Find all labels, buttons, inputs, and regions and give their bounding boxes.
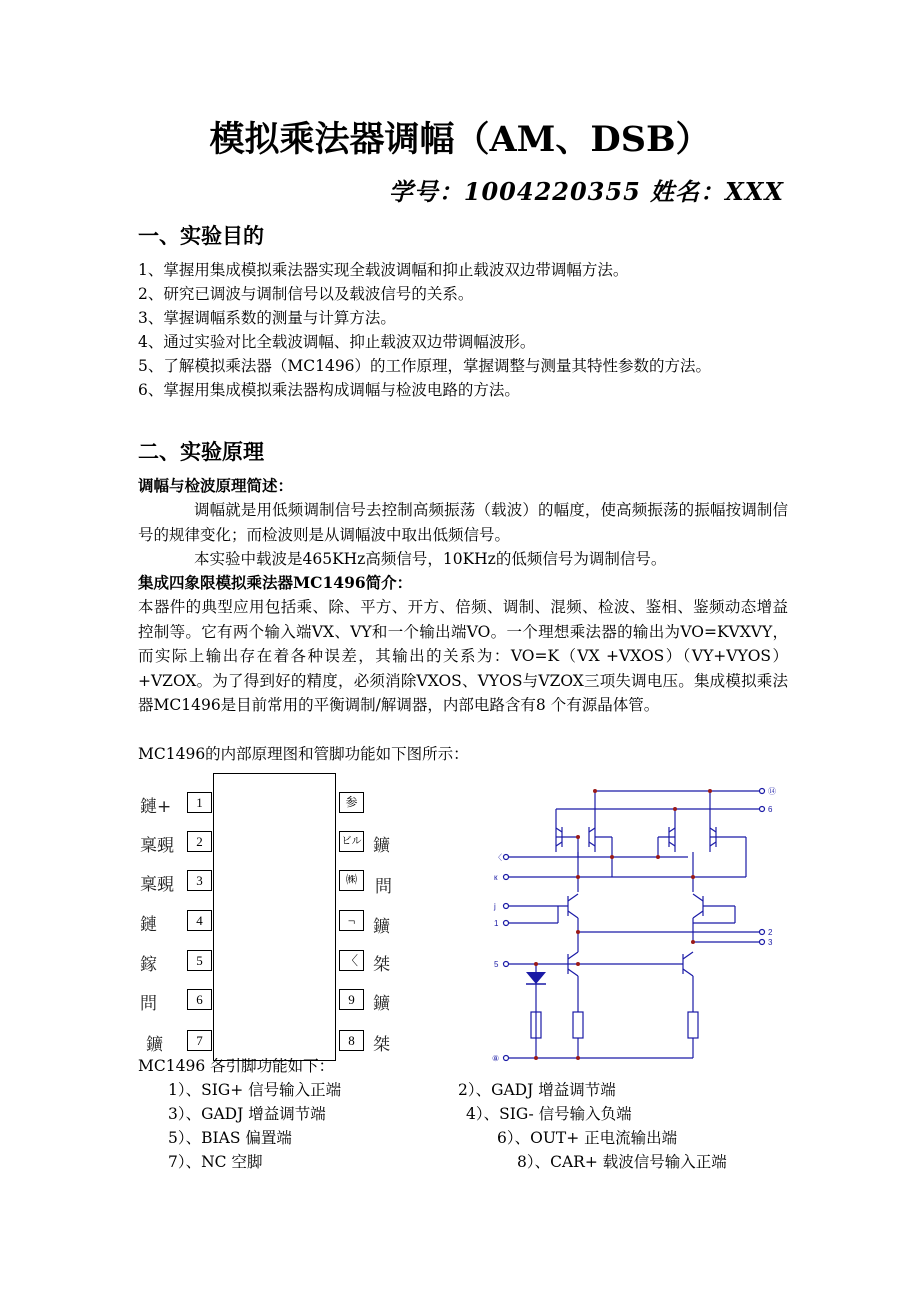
pin-function-item: 2）、GADJ 增益调节端 xyxy=(458,1081,616,1099)
pin-label-right: 鑛 xyxy=(373,917,390,937)
objective-item: 4、通过实验对比全载波调幅、抑止载波双边带调幅波形。 xyxy=(138,333,536,351)
objective-item: 6、掌握用集成模拟乘法器构成调幅与检波电路的方法。 xyxy=(138,381,520,399)
pin-label-right: 鑛 xyxy=(373,994,390,1014)
schematic-label: к xyxy=(494,873,498,882)
ic-package-body xyxy=(213,773,336,1061)
objective-item: 1、掌握用集成模拟乘法器实现全载波调幅和抑止载波双边带调幅方法。 xyxy=(138,261,629,279)
pin-label-left: 鎵 xyxy=(140,955,157,975)
pin-box: 〈 xyxy=(339,950,364,971)
pin-label-left: 鑛 xyxy=(146,1035,163,1055)
pin-box: 6 xyxy=(187,989,212,1010)
schematic-label: ⑭ xyxy=(768,787,776,796)
subheading-am-detection: 调幅与检波原理简述： xyxy=(138,476,294,495)
pin-label-left: 問 xyxy=(140,994,157,1014)
schematic-label: j xyxy=(494,902,496,911)
pin-label-left: 鏈 xyxy=(140,915,157,935)
paragraph-figure-ref: MC1496的内部原理图和管脚功能如下图所示： xyxy=(138,745,469,763)
pin-box: 4 xyxy=(187,910,212,931)
pin-box: 5 xyxy=(187,950,212,971)
schematic-label: 1 xyxy=(494,919,499,928)
student-info: 学号：1004220355 姓名：XXX xyxy=(388,177,784,206)
schematic-label: 〈 xyxy=(494,853,502,862)
pin-function-item: 1）、SIG+ 信号输入正端 xyxy=(168,1081,342,1099)
objective-item: 3、掌握调幅系数的测量与计算方法。 xyxy=(138,309,396,327)
pin-function-item: 6）、OUT+ 正电流输出端 xyxy=(497,1129,678,1147)
paragraph-carrier: 本实验中载波是465KHz高频信号，10KHz的低频信号为调制信号。 xyxy=(194,550,667,568)
pin-box: ㈱ xyxy=(339,870,364,891)
pin-box: 7 xyxy=(187,1030,212,1051)
paragraph-mc1496-intro: 本器件的典型应用包括乘、除、平方、开方、倍频、调制、混频、检波、鉴相、鉴频动态增益控制等。它有两个输入端VX、VY和一个输出端VO。一个理想乘法器的输出为VO=KVXVY，而实际上输出存在着各种误差，其输出的关系为：VO=K（VX +VXOS）（VY+VYOS）+VZOX。为了得到好的精度，必须消除VXOS、VYOS与VZOX三项失调电压。集成模拟乘法器MC1496是目前常用的平衡调制/解调器，内部电路含有8 个有源晶体管。 xyxy=(138,598,788,714)
pin-label-right: 問 xyxy=(375,877,392,897)
pin-function-item: 5）、BIAS 偏置端 xyxy=(168,1129,292,1147)
pin-box: 8 xyxy=(339,1030,364,1051)
section2-heading: 二、实验原理 xyxy=(138,440,264,464)
paragraph-am-principle: 调幅就是用低频调制信号去控制高频振荡（载波）的幅度，使高频振荡的振幅按调制信号的规律变化；而检波则是从调幅波中取出低频信号。 xyxy=(138,501,788,544)
schematic-label: 6 xyxy=(768,805,773,814)
pin-label-right: 鑛 xyxy=(373,836,390,856)
pin-box: 3 xyxy=(187,870,212,891)
pin-function-item: 3）、GADJ 增益调节端 xyxy=(168,1105,326,1123)
schematic-label: 5 xyxy=(494,960,499,969)
schematic-label: 2 xyxy=(768,928,773,937)
pin-label-left: 鏈+ xyxy=(140,797,172,817)
pin-box: 2 xyxy=(187,831,212,852)
schematic-label: ⑧ xyxy=(492,1054,500,1063)
pin-box: 9 xyxy=(339,989,364,1010)
pin-box: ¬ xyxy=(339,910,364,931)
objective-item: 5、了解模拟乘法器（MC1496）的工作原理，掌握调整与测量其特性参数的方法。 xyxy=(138,357,712,375)
pin-box: 参 xyxy=(339,792,364,813)
pin-label-right: 桀 xyxy=(373,1035,390,1055)
pin-function-item: 8）、CAR+ 载波信号输入正端 xyxy=(517,1153,727,1171)
schematic-label: 3 xyxy=(768,938,773,947)
internal-schematic xyxy=(488,782,788,1072)
pin-box: 1 xyxy=(187,792,212,813)
section1-heading: 一、实验目的 xyxy=(138,224,264,248)
pin-label-right: 桀 xyxy=(373,955,390,975)
pin-function-item: 7）、NC 空脚 xyxy=(168,1153,263,1171)
objective-item: 2、研究已调波与调制信号以及载波信号的关系。 xyxy=(138,285,474,303)
subheading-mc1496: 集成四象限模拟乘法器MC1496简介： xyxy=(138,573,413,592)
pin-label-left: 稟覡 xyxy=(140,875,174,895)
pin-functions-heading: MC1496 各引脚功能如下： xyxy=(138,1057,335,1075)
pin-box: ビル xyxy=(339,831,364,852)
page-title: 模拟乘法器调幅（AM、DSB） xyxy=(209,119,711,160)
pin-label-left: 稟覡 xyxy=(140,836,174,856)
pin-function-item: 4）、SIG- 信号输入负端 xyxy=(466,1105,632,1123)
